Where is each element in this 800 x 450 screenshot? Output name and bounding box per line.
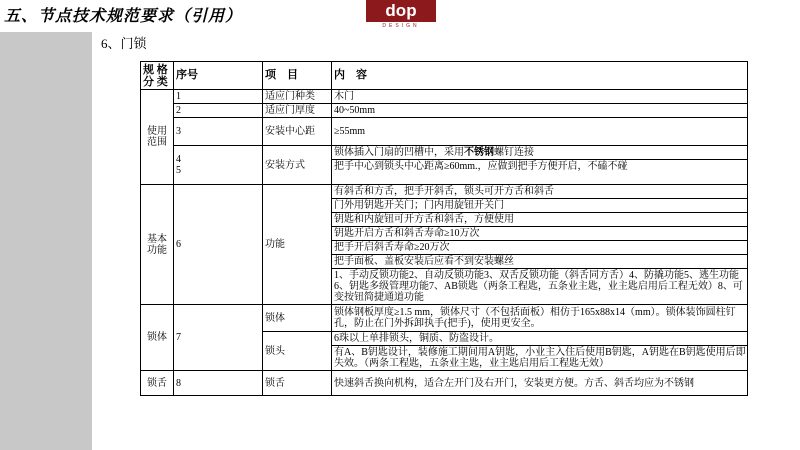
table-row	[141, 305, 748, 332]
row-content: 40~50mm	[332, 104, 748, 118]
row-no: 8	[174, 371, 263, 396]
row-item: 锁头	[263, 332, 332, 371]
row-no: 2	[174, 104, 263, 118]
row-item: 适应门厚度	[263, 104, 332, 118]
category-basic: 基本 功能	[141, 185, 174, 305]
header-item: 项 目	[263, 62, 332, 90]
table-header-row	[141, 62, 748, 90]
table-row	[141, 146, 748, 185]
row-content: ≥55mm	[332, 118, 748, 146]
row-no: 3	[174, 118, 263, 146]
install-line-1	[332, 146, 747, 160]
table-row	[141, 118, 748, 146]
brand-logo	[366, 0, 436, 34]
lockhead-line-2: 有A、B钥匙设计，装修施工期间用A钥匙，小业主入住后使用B钥匙，A钥匙在B钥匙使用后即失效。（两条工程匙，五条业主匙，业主匙启用后工程匙无效）	[334, 347, 746, 369]
logo-subtext: DESIGN	[382, 23, 420, 29]
row-content: 快速斜舌换向机构，适合左开门及右开门，安装更方便。方舌、斜舌均应为不锈钢	[332, 371, 748, 396]
logo-letters: dop	[385, 1, 417, 20]
header-no: 序号	[174, 62, 263, 90]
row-no: 6	[174, 185, 263, 305]
side-bar	[0, 32, 92, 450]
row-no: 7	[174, 305, 263, 371]
row-item: 安装方式	[263, 146, 332, 185]
category-usage: 使用 范围	[141, 90, 174, 185]
row-item: 锁舌	[263, 371, 332, 396]
row-item: 功能	[263, 185, 332, 305]
row-no: 4 5	[174, 146, 263, 185]
install-text-bold: 不锈钢	[464, 147, 494, 158]
function-line: 钥匙和内旋钮可开方舌和斜舌，方便使用	[332, 213, 747, 227]
table-row	[141, 90, 748, 104]
install-text-b: 螺钉连接	[494, 147, 534, 158]
row-content	[332, 146, 748, 185]
row-no: 1	[174, 90, 263, 104]
row-content: 木门	[332, 90, 748, 104]
table-row	[141, 371, 748, 396]
lockhead-line-1: 6珠以上单排锁头，铜质、防盗设计。	[332, 332, 747, 346]
row-content: 锁体钢板厚度≥1.5 mm，锁体尺寸（不包括面板）相仿于165x88x14（mm）。锁体装饰圆柱钉孔，防止在门外拆卸执手(把手)，使用更安全。	[332, 305, 748, 332]
row-item: 适应门种类	[263, 90, 332, 104]
function-line: 把手开启斜舌寿命≥20万次	[332, 241, 747, 255]
function-line: 1、手动反锁功能2、自动反锁功能3、双舌反锁功能（斜舌同方舌）4、防撬功能5、逃生功能6、钥匙多级管理功能7、AB锁匙（两条工程匙，五条业主匙，业主匙启用后工程无效）8、可变按钮简捷通道功能	[334, 270, 743, 303]
page-title: 五、节点技术规范要求（引用）	[4, 6, 243, 25]
row-item: 锁体	[263, 305, 332, 332]
function-line: 有斜舌和方舌，把手开斜舌，锁头可开方舌和斜舌	[332, 185, 747, 199]
spec-table	[140, 61, 748, 396]
table-row	[141, 185, 748, 305]
function-line: 把手面板、盖板安装后应看不到安装螺丝	[332, 255, 747, 269]
function-line: 钥匙开启方舌和斜舌寿命≥10万次	[332, 227, 747, 241]
category-lock: 锁体	[141, 305, 174, 371]
row-item: 安装中心距	[263, 118, 332, 146]
header-category: 规 格 分 类	[141, 62, 174, 90]
row-content	[332, 185, 748, 305]
section-title: 6、门锁	[101, 36, 147, 51]
header-content: 内 容	[332, 62, 748, 90]
table-row	[141, 104, 748, 118]
function-line: 门外用钥匙开关门；门内用旋钮开关门	[332, 199, 747, 213]
install-text-a: 锁体插入门扇的凹槽中，采用	[334, 147, 464, 158]
row-content	[332, 332, 748, 371]
install-line-2: 把手中心到锁头中心距离≥60mm.，应做到把手方便开启，不磕不碰	[334, 161, 628, 172]
category-latch: 锁舌	[141, 371, 174, 396]
